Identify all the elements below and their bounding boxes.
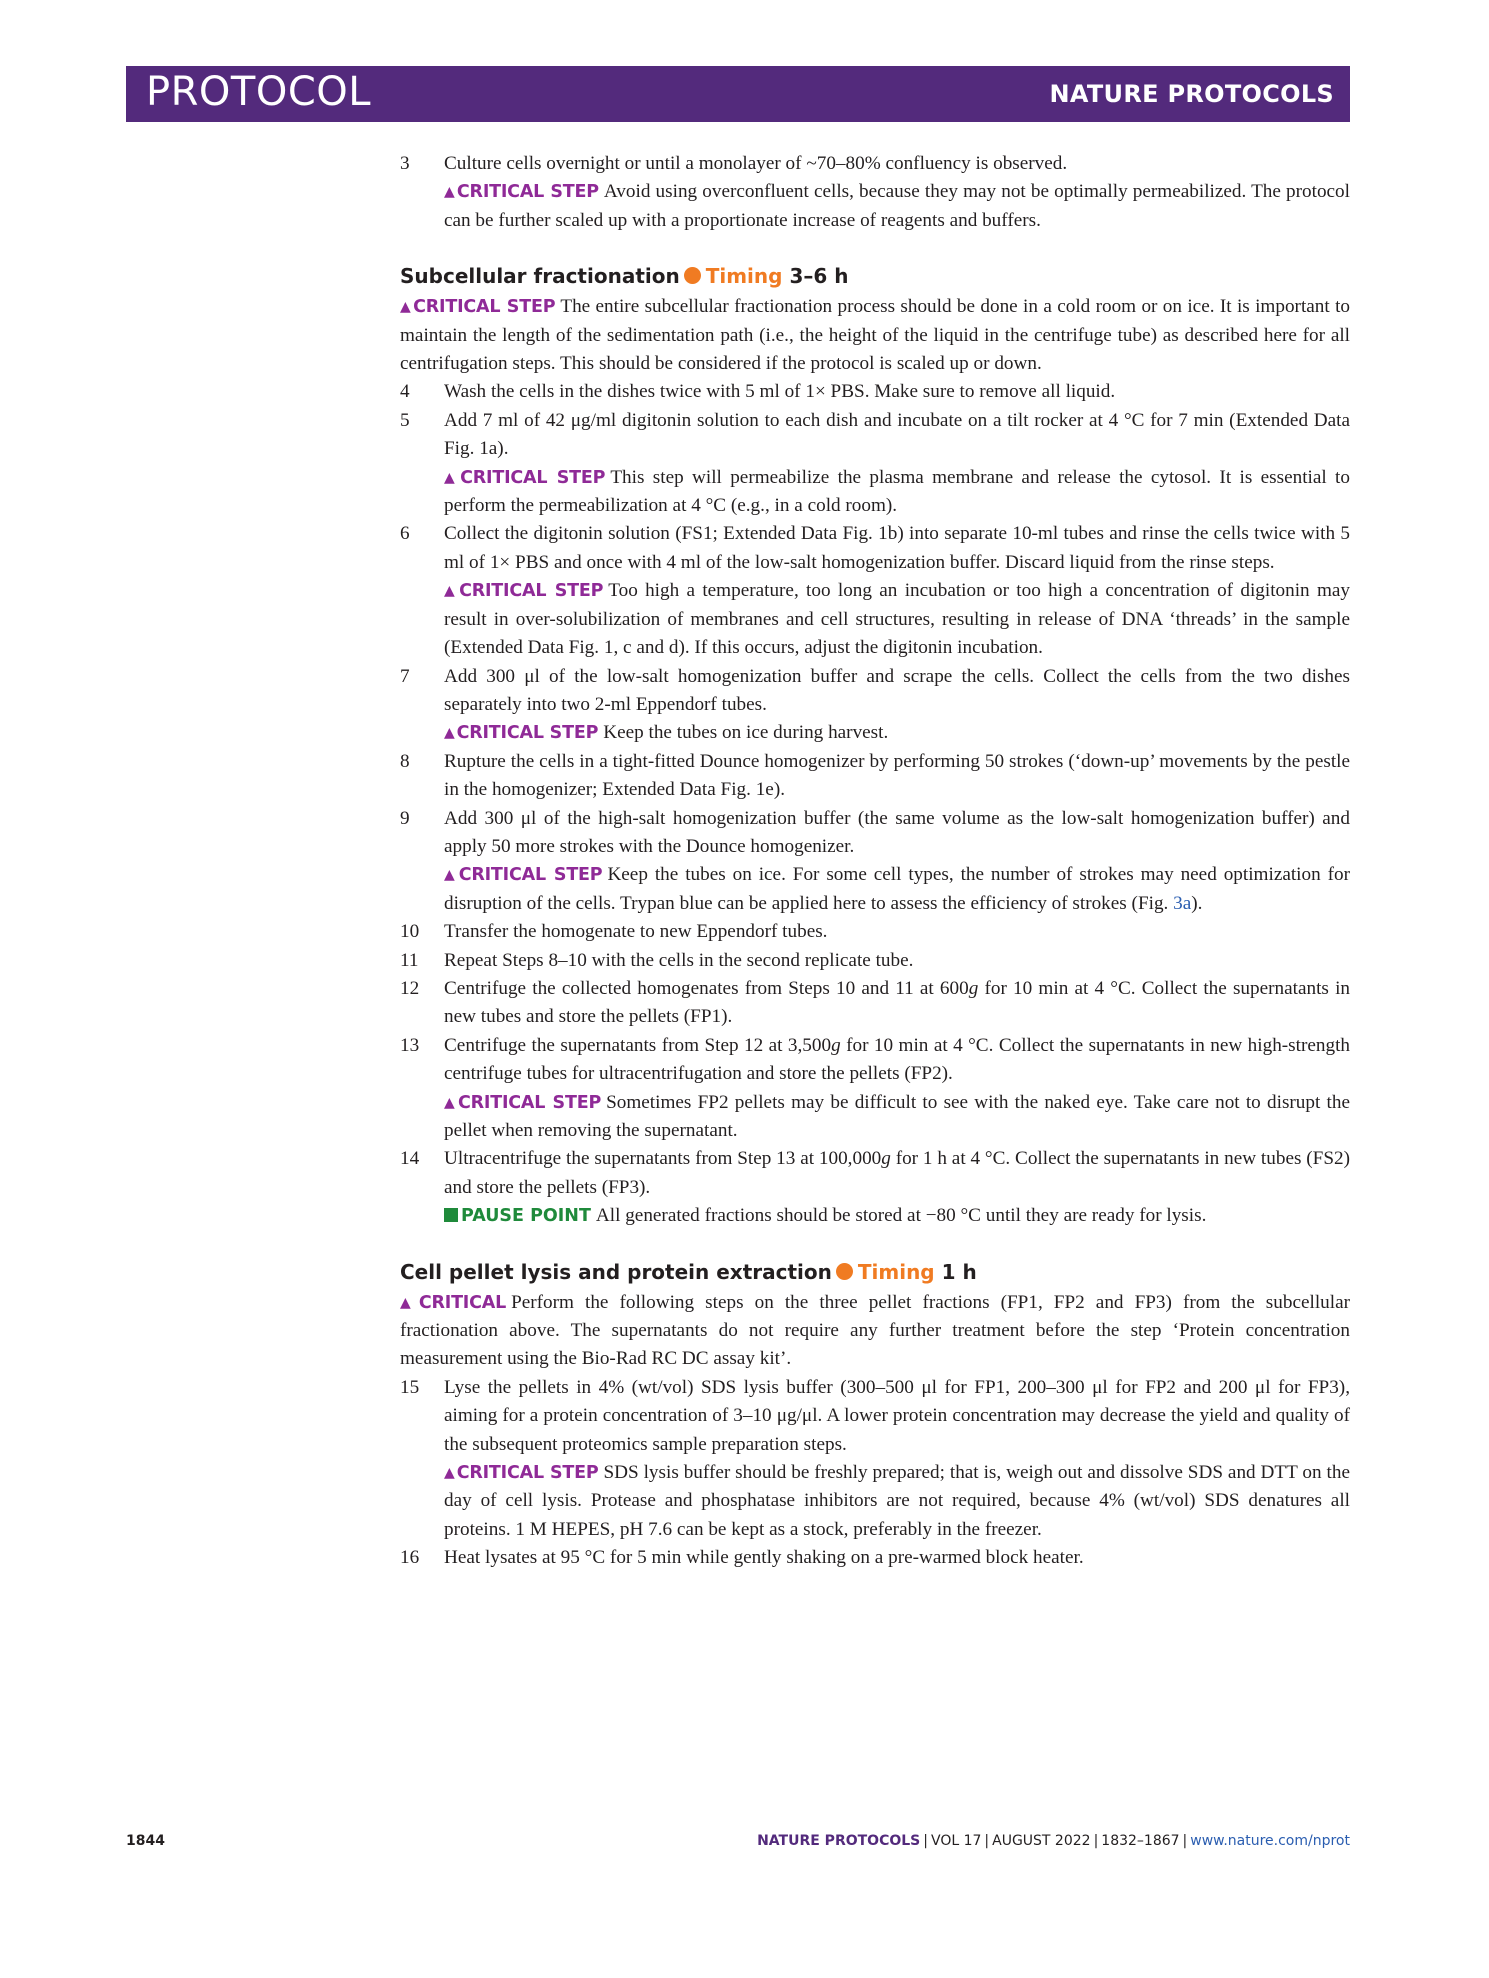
timing-value: 3–6 h — [789, 264, 849, 289]
pause-text: All generated fractions should be stored at −80 °C until they are ready for lysis. — [595, 1205, 1207, 1227]
warning-triangle-icon: ▲ — [444, 583, 458, 600]
step-number: 16 — [400, 1547, 420, 1569]
footer-journal: NATURE PROTOCOLS — [757, 1833, 921, 1849]
step-text: Centrifuge the collected homogenates from Steps 10 and 11 at 600g for 10 min at 4 °C. Collect the supernatants in new tubes and store the pellets (FP1). — [444, 977, 1350, 1028]
section-critical-note — [400, 293, 1350, 378]
pause-point-label: PAUSE POINT — [444, 1206, 591, 1226]
step-number: 5 — [400, 409, 410, 431]
critical-note — [444, 464, 1350, 521]
footer-volume: VOL 17 — [930, 1833, 982, 1849]
warning-triangle-icon: ▲ — [400, 299, 412, 316]
warning-triangle-icon: ▲ — [444, 725, 455, 742]
page-number: 1844 — [126, 1833, 165, 1849]
critical-text: Avoid using overconfluent cells, because they may not be optimally permeabilized. The protocol can be further scaled up with a proportionate increase of reagents and buffers. — [444, 181, 1350, 231]
step-text: Centrifuge the supernatants from Step 12 at 3,500g for 10 min at 4 °C. Collect the supernatants in new high-strength centrifuge tubes for ultracentrifugation and store the pellets (FP2). — [444, 1034, 1350, 1085]
footer-pages: 1832–1867 — [1101, 1833, 1180, 1849]
step-number: 14 — [400, 1148, 420, 1170]
step-number: 13 — [400, 1034, 420, 1056]
critical-text: Perform the following steps on the three pellet fractions (FP1, FP2 and FP3) from the subcellular fractionation above. The supernatants do not require any further treatment before the step ‘Protein concentration measurement using the Bio-Rad RC DC assay kit’. — [400, 1291, 1350, 1370]
step-12 — [400, 975, 1350, 1032]
step-text: Add 300 μl of the high-salt homogenization buffer (the same volume as the low-salt homogenization buffer) and apply 50 more strokes with the Dounce homogenizer. — [444, 807, 1350, 857]
main-content — [400, 150, 1350, 1573]
section-critical-note — [400, 1289, 1350, 1374]
critical-text: The entire subcellular fractionation process should be done in a cold room or on ice. It is important to maintain the length of the sedimentation path (i.e., the height of the liquid in the centrifuge tube) as described here for all centrifugation steps. This should be considered if the protocol is scaled up or down. — [400, 296, 1350, 375]
timing-label: Timing — [705, 264, 783, 289]
step-text: Repeat Steps 8–10 with the cells in the second replicate tube. — [444, 949, 914, 971]
critical-text-end: ). — [1191, 892, 1203, 914]
step-number: 12 — [400, 977, 420, 999]
warning-triangle-icon: ▲ — [444, 469, 459, 486]
step-text: Transfer the homogenate to new Eppendorf tubes. — [444, 921, 828, 943]
critical-label: ▲ CRITICAL — [400, 1292, 507, 1313]
pause-square-icon — [444, 1208, 458, 1222]
step-9 — [400, 805, 1350, 919]
critical-step-label: ▲ CRITICAL STEP — [444, 182, 599, 203]
critical-text: Keep the tubes on ice during harvest. — [603, 722, 889, 744]
step-3 — [400, 150, 1350, 235]
critical-step-label: ▲ CRITICAL STEP — [444, 1092, 602, 1113]
pause-note — [444, 1202, 1350, 1230]
step-5 — [400, 407, 1350, 521]
step-number: 15 — [400, 1376, 420, 1398]
warning-triangle-icon: ▲ — [400, 1294, 417, 1311]
journal-citation: NATURE PROTOCOLS | VOL 17 | AUGUST 2022 | 1832–1867 | www.nature.com/nprot — [757, 1833, 1350, 1849]
step-10 — [400, 918, 1350, 946]
section-heading-fractionation — [400, 261, 1350, 291]
critical-text: SDS lysis buffer should be freshly prepared; that is, weigh out and dissolve SDS and DTT on the day of cell lysis. Protease and phosphatase inhibitors are not required, because 4% (wt/vol) SDS denatures all proteins. 1 M HEPES, pH 7.6 can be kept as a stock, preferably in the freezer. — [444, 1462, 1350, 1540]
step-14 — [400, 1145, 1350, 1230]
step-number: 6 — [400, 523, 410, 545]
critical-step-label: ▲ CRITICAL STEP — [444, 865, 603, 886]
step-text: Collect the digitonin solution (FS1; Extended Data Fig. 1b) into separate 10-ml tubes and rinse the cells twice with 5 ml of 1× PBS and once with 4 ml of the low-salt homogenization buffer. Discard liquid from the rinse steps. — [444, 523, 1350, 573]
step-4 — [400, 378, 1350, 406]
warning-triangle-icon: ▲ — [444, 1465, 455, 1482]
timing-label: Timing — [857, 1259, 935, 1284]
step-text: Add 300 μl of the low-salt homogenization buffer and scrape the cells. Collect the cells from the two dishes separately into two 2-ml Eppendorf tubes. — [444, 665, 1350, 715]
step-number: 4 — [400, 381, 410, 403]
step-number: 9 — [400, 807, 410, 829]
step-13 — [400, 1032, 1350, 1146]
step-15 — [400, 1374, 1350, 1544]
step-number: 11 — [400, 949, 419, 971]
critical-step-label: ▲ CRITICAL STEP — [444, 1463, 599, 1484]
warning-triangle-icon: ▲ — [444, 1094, 457, 1111]
step-6 — [400, 520, 1350, 662]
warning-triangle-icon: ▲ — [444, 867, 457, 884]
step-11 — [400, 947, 1350, 975]
critical-text: Keep the tubes on ice. For some cell types, the number of strokes may need optimization for disruption of the cells. Trypan blue can be applied here to assess the efficiency of strokes (Fig. — [444, 864, 1350, 914]
step-text: Wash the cells in the dishes twice with 5 ml of 1× PBS. Make sure to remove all liquid. — [444, 381, 1116, 403]
header-section-label: PROTOCOL — [146, 69, 372, 115]
step-text: Culture cells overnight or until a monolayer of ~70–80% confluency is observed. — [444, 153, 1068, 174]
step-16 — [400, 1544, 1350, 1572]
critical-step-label: ▲ CRITICAL STEP — [400, 297, 556, 318]
critical-note — [444, 861, 1350, 918]
critical-text: Too high a temperature, too long an incubation or too high a concentration of digitonin may result in over-solubilization of membranes and cell structures, resulting in release of DNA ‘threads’ in the sample (Extended Data Fig. 1, c and d). If this occurs, adjust the digitonin incubation. — [444, 580, 1350, 659]
section-heading-lysis — [400, 1257, 1350, 1287]
section-title: Cell pellet lysis and protein extraction — [400, 1259, 832, 1284]
step-number: 3 — [400, 153, 410, 174]
critical-step-label: ▲ CRITICAL STEP — [444, 723, 599, 744]
step-number: 7 — [400, 665, 410, 687]
critical-note — [444, 178, 1350, 235]
critical-step-label: ▲ CRITICAL STEP — [444, 467, 606, 488]
critical-step-label: ▲ CRITICAL STEP — [444, 581, 604, 602]
timing-value: 1 h — [941, 1259, 977, 1284]
timing-dot-icon — [836, 1263, 853, 1280]
figure-link[interactable]: 3a — [1173, 892, 1192, 914]
critical-text: This step will permeabilize the plasma membrane and release the cytosol. It is essential to perform the permeabilization at 4 °C (e.g., in a cold room). — [444, 466, 1350, 517]
step-text: Lyse the pellets in 4% (wt/vol) SDS lysis buffer (300–500 μl for FP1, 200–300 μl for FP2 and 200 μl for FP3), aiming for a protein concentration of 3–10 μg/μl. A lower protein concentration may decrease the yield and quality of the subsequent proteomics sample preparation steps. — [444, 1376, 1350, 1455]
critical-text: Sometimes FP2 pellets may be difficult to see with the naked eye. Take care not to disrupt the pellet when removing the supernatant. — [444, 1091, 1350, 1141]
warning-triangle-icon: ▲ — [444, 184, 455, 201]
critical-note — [444, 1459, 1350, 1544]
step-text: Ultracentrifuge the supernatants from Step 13 at 100,000g for 1 h at 4 °C. Collect the supernatants in new tubes (FS2) and store the pellets (FP3). — [444, 1148, 1350, 1198]
page-footer — [126, 1833, 1350, 1857]
step-7 — [400, 663, 1350, 748]
section-title: Subcellular fractionation — [400, 264, 680, 289]
step-text: Heat lysates at 95 °C for 5 min while gently shaking on a pre-warmed block heater. — [444, 1547, 1084, 1569]
step-number: 8 — [400, 750, 410, 772]
footer-url-link[interactable]: www.nature.com/nprot — [1190, 1833, 1350, 1849]
step-text: Add 7 ml of 42 μg/ml digitonin solution to each dish and incubate on a tilt rocker at 4 °C for 7 min (Extended Data Fig. 1a). — [444, 409, 1350, 460]
timing-dot-icon — [684, 267, 701, 284]
header-banner — [126, 66, 1350, 122]
step-8 — [400, 748, 1350, 805]
step-text: Rupture the cells in a tight-fitted Dounce homogenizer by performing 50 strokes (‘down-up’ movements by the pestle in the homogenizer; Extended Data Fig. 1e). — [444, 750, 1350, 801]
critical-note — [444, 1089, 1350, 1146]
footer-date: AUGUST 2022 — [992, 1833, 1091, 1849]
step-number: 10 — [400, 921, 420, 943]
header-journal-name: NATURE PROTOCOLS — [1049, 80, 1334, 108]
critical-note — [444, 577, 1350, 662]
critical-note — [444, 719, 1350, 747]
